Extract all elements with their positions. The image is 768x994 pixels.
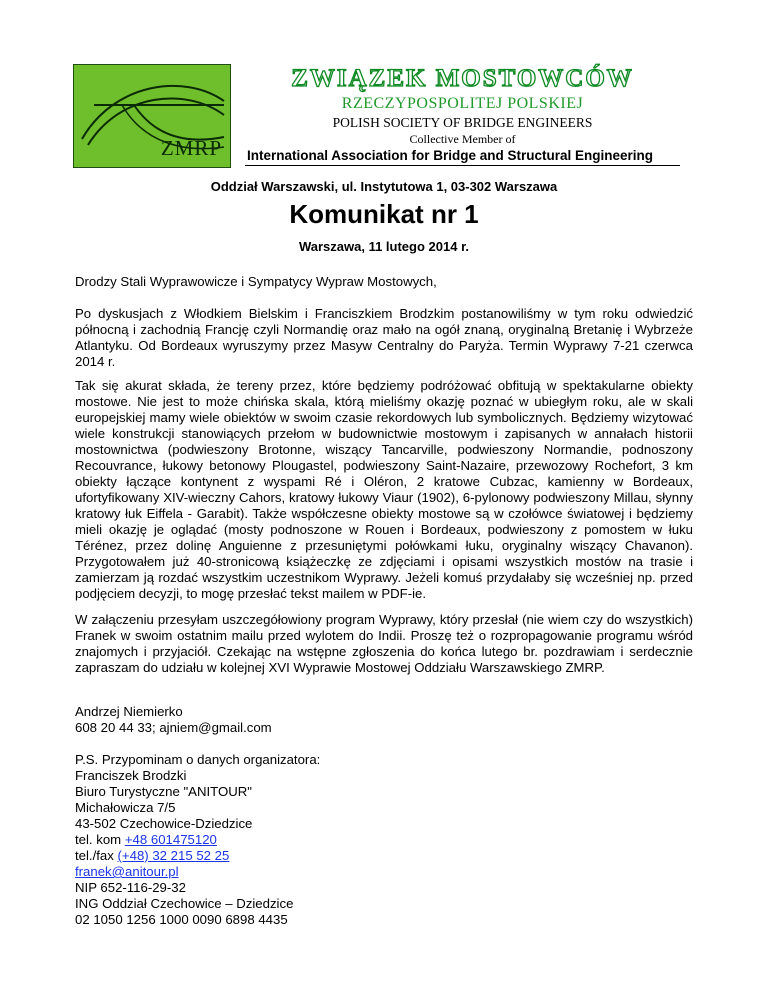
organizer-email-row	[75, 864, 693, 880]
fax-label: tel./fax	[75, 848, 118, 863]
document-title: Komunikat nr 1	[289, 199, 479, 229]
organizer-company: Biuro Turystyczne "ANITOUR"	[75, 784, 252, 799]
postscript-block	[75, 752, 693, 928]
logo-text: ZMRP	[160, 136, 222, 160]
zmrp-logo	[73, 64, 231, 168]
ps-intro: P.S. Przypominam o danych organizatora:	[75, 752, 321, 767]
organizer-fax-row	[75, 848, 693, 864]
iabse-name: International Association for Bridge and Structural Engineering	[247, 148, 654, 163]
organizer-account: 02 1050 1256 1000 0090 6898 4435	[75, 912, 288, 927]
dateline: Warszawa, 11 lutego 2014 r.	[298, 239, 470, 254]
organization-title: ZWIĄZEK MOSTOWCÓW	[291, 65, 634, 92]
mobile-phone-link[interactable]: +48 601475120	[124, 832, 217, 847]
signature-contact: 608 20 44 33; ajniem@gmail.com	[75, 720, 272, 735]
organization-subtitle-en: POLISH SOCIETY OF BRIDGE ENGINEERS	[332, 115, 593, 130]
organizer-street: Michałowicza 7/5	[75, 800, 176, 815]
organizer-mobile-row	[75, 832, 693, 848]
signature-name: Andrzej Niemierko	[75, 704, 183, 719]
paragraph-1: Po dyskusjach z Włodkiem Bielskim i Franciszkiem Brodzkim postanowiliśmy w tym roku odwiedzić północną i zachodnią Francję czyli Normandię oraz mało na ogół znaną, oryginalną Bretanię i Wybrzeże Atlantyku. Od Bordeaux wyruszymy przez Masyw Centralny do Paryża. Termin Wyprawy 7-21 czerwca 2014 r.	[75, 306, 693, 369]
signature-block	[75, 704, 693, 736]
organizer-city: 43-502 Czechowice-Dziedzice	[75, 816, 253, 831]
header-text-block	[245, 64, 680, 165]
organizer-name: Franciszek Brodzki	[75, 768, 187, 783]
organization-subtitle-pl: RZECZYPOSPOLITEJ POLSKIEJ	[341, 95, 584, 112]
organizer-nip: NIP 652-116-29-32	[75, 880, 186, 895]
email-link[interactable]: franek@anitour.pl	[75, 864, 179, 879]
paragraph-3: W załączeniu przesyłam uszczegółowiony program Wyprawy, który przesłał (nie wiem czy do wszystkich) Franek w swoim ostatnim mailu przed wylotem do Indii. Proszę też o rozpropagowanie programu wśród znajomych i przyjaciół. Czekając na wstępne zgłoszenia do końca lutego br. pozdrawiam i serdecznie zapraszam do udziału w kolejnej XVI Wyprawie Mostowej Oddziału Warszawskiego ZMRP.	[75, 612, 693, 675]
greeting: Drodzy Stali Wyprawowicze i Sympatycy Wypraw Mostowych,	[75, 274, 437, 289]
organizer-bank: ING Oddział Czechowice – Dziedzice	[75, 896, 294, 911]
fax-phone-link[interactable]: (+48) 32 215 52 25	[117, 848, 230, 863]
paragraph-2: Tak się akurat składa, że tereny przez, które będziemy podróżować obfitują w spektakularne obiekty mostowe. Nie jest to może chińska skala, którą mieliśmy okazję poznać w ubiegłym roku, ale w skali europejskiej mamy wiele obiektów w swoim czasie rekordowych lub symbolicznych. Będziemy wizytować wiele konstrukcji stanowiących przełom w budownictwie mostowym i zapisanych w annałach historii mostownictwa (podwieszony Brotonne, wiszący Tancarville, podwieszony Normandie, podnoszony Recouvrance, łukowy betonowy Plougastel, podwieszony Saint-Nazaire, przewozowy Rochefort, 3 km obiekty łączące kontynent z wyspami Ré i Oléron, 2 kratowe Cubzac, kamienny w Bordeaux, ufortyfikowany XIV-wieczny Cahors, kratowy łukowy Viaur (1902), 6-pylonowy podwieszony Millau, słynny kratowy łuk Eiffela - Garabit). Także współczesne obiekty mostowe są w czołówce światowej i będziemy mieli okazję je oglądać (mosty podnoszone w Rouen i Bordeaux, podwieszony z pomostem w łuku Térénez, przez dolinę Anguienne z przesuniętymi połówkami łuku, oryginalny wiszący Chavanon). Przygotowałem już 40-stronicową książeczkę ze zdjęciami i opisami wszystkich mostów na trasie i zamierzam ją rozdać wszystkim uczestnikom Wyprawy. Jeżeli komuś przydałaby się wcześniej np. przed podjęciem decyzji, to mogę przesłać tekst mailem w PDF-ie.	[75, 378, 693, 601]
header-divider	[245, 165, 680, 166]
collective-member-label: Collective Member of	[409, 132, 516, 146]
branch-address: Oddział Warszawski, ul. Instytutowa 1, 03-302 Warszawa	[210, 179, 558, 194]
mobile-label: tel. kom	[75, 832, 125, 847]
